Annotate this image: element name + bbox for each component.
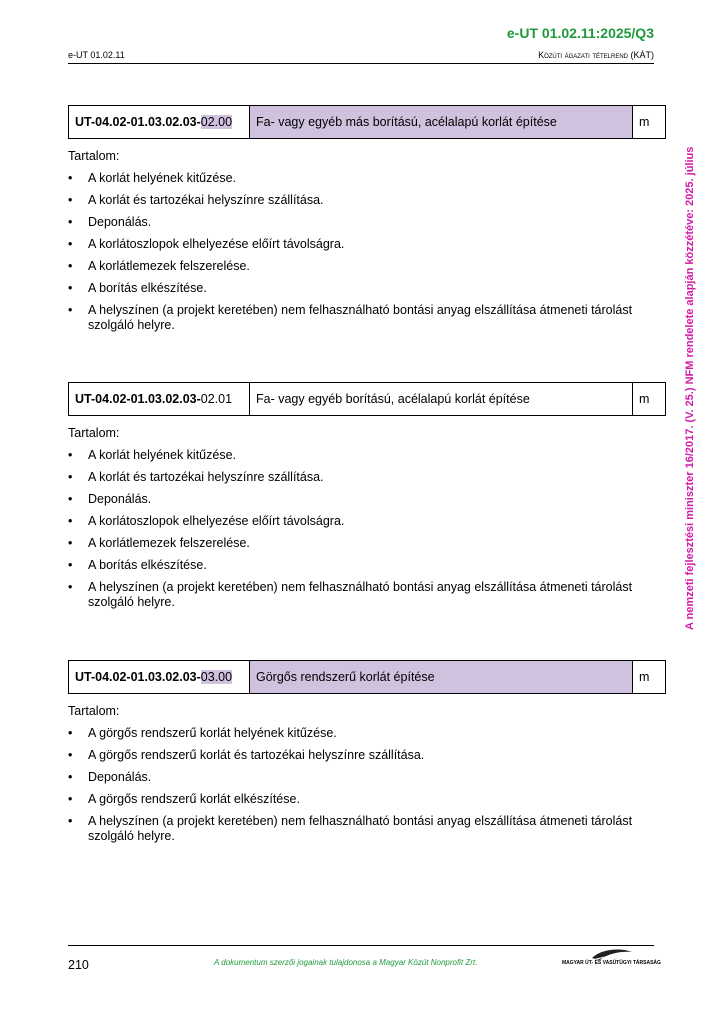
item-code-suffix: 02.01 — [200, 392, 233, 406]
list-item: • A korlát és tartozékai helyszínre szállítása. — [68, 193, 648, 208]
list-item: • A korlátoszlopok elhelyezése előírt távolságra. — [68, 237, 648, 252]
item-unit: m — [633, 383, 666, 416]
list-item: • A helyszínen (a projekt keretében) nem felhasználható bontási anyag elszállítása átmeneti tárolást szolgáló helyre. — [68, 303, 648, 333]
item-code-table — [68, 660, 666, 694]
item-code-cell — [69, 383, 250, 416]
list-item: • A görgős rendszerű korlát helyének kitűzése. — [68, 726, 648, 741]
item-code-suffix: 02.00 — [200, 115, 233, 129]
list-item: • A korlát és tartozékai helyszínre szállítása. — [68, 470, 648, 485]
item-content — [68, 704, 666, 844]
item-title: Fa- vagy egyéb borítású, acélalapú korlát építése — [250, 383, 633, 416]
item-block — [68, 660, 666, 851]
item-code-table — [68, 105, 666, 139]
page-number: 210 — [68, 958, 89, 972]
content-label: Tartalom: — [68, 704, 120, 718]
list-item: • Deponálás. — [68, 770, 648, 785]
item-content — [68, 149, 666, 333]
list-item: • Deponálás. — [68, 215, 648, 230]
item-code-prefix: UT-04.02-01.03.02.03- — [75, 392, 201, 406]
logo-text: MAGYAR ÚT- ÉS VASÚTÜGYI TÁRSASÁG — [562, 960, 661, 966]
header-right: Közúti ágazati tételrend (KÁT) — [538, 50, 654, 60]
copyright-notice: A dokumentum szerzői jogainak tulajdonosa a Magyar Közút Nonprofit Zrt. — [214, 958, 478, 967]
list-item: • A korlátlemezek felszerelése. — [68, 536, 648, 551]
list-item: • A borítás elkészítése. — [68, 281, 648, 296]
list-item: • A borítás elkészítése. — [68, 558, 648, 573]
item-title: Görgős rendszerű korlát építése — [250, 661, 633, 694]
item-code-prefix: UT-04.02-01.03.02.03- — [75, 670, 201, 684]
list-item: • A korlátlemezek felszerelése. — [68, 259, 648, 274]
item-block — [68, 105, 666, 340]
list-item: • A helyszínen (a projekt keretében) nem felhasználható bontási anyag elszállítása átmeneti tárolást szolgáló helyre. — [68, 580, 648, 610]
document-code: e-UT 01.02.11:2025/Q3 — [506, 25, 654, 41]
list-item: • Deponálás. — [68, 492, 648, 507]
item-unit: m — [633, 106, 666, 139]
item-block — [68, 382, 666, 617]
item-unit: m — [633, 661, 666, 694]
item-content — [68, 426, 666, 610]
page-header — [68, 50, 654, 64]
content-label: Tartalom: — [68, 426, 120, 440]
list-item: • A korlát helyének kitűzése. — [68, 448, 648, 463]
list-item: • A korlát helyének kitűzése. — [68, 171, 648, 186]
content-list — [68, 726, 666, 844]
item-code-cell — [69, 106, 250, 139]
item-code-prefix: UT-04.02-01.03.02.03- — [75, 115, 201, 129]
item-code-cell — [69, 661, 250, 694]
list-item: • A görgős rendszerű korlát és tartozékai helyszínre szállítása. — [68, 748, 648, 763]
content-label: Tartalom: — [68, 149, 120, 163]
item-code-table — [68, 382, 666, 416]
content-list — [68, 171, 666, 333]
list-item: • A korlátoszlopok elhelyezése előírt távolságra. — [68, 514, 648, 529]
list-item: • A görgős rendszerű korlát elkészítése. — [68, 792, 648, 807]
list-item: • A helyszínen (a projekt keretében) nem felhasználható bontási anyag elszállítása átmeneti tárolást szolgáló helyre. — [68, 814, 648, 844]
content-list — [68, 448, 666, 610]
header-left: e-UT 01.02.11 — [68, 50, 125, 60]
item-title: Fa- vagy egyéb más borítású, acélalapú korlát építése — [250, 106, 633, 139]
item-code-suffix: 03.00 — [200, 670, 233, 684]
side-publication-note: A nemzeti fejlesztési miniszter 16/2017. (V. 25.) NFM rendelete alapján közzétéve: 2025. július — [684, 146, 696, 630]
